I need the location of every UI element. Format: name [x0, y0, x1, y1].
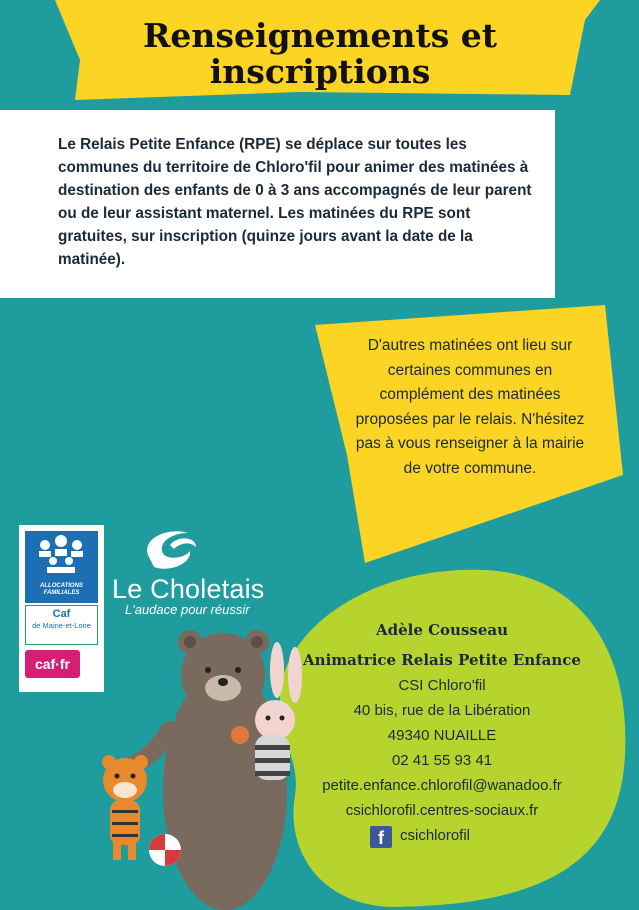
contact-website[interactable]: csichlorofil.centres-sociaux.fr: [345, 802, 539, 819]
caf-logo: [19, 525, 104, 692]
intro-text: Le Relais Petite Enfance (RPE) se déplace sur toutes les communes du territoire de Chloro'fil pour animer des matinées à destination des enfants de 0 à 3 ans accompagnés de leur parent ou de leur assistant maternel. Les matinées du RPE sont gratuites, sur inscription (quinze jours avant la date de la matinée).: [58, 136, 532, 268]
contact-facebook[interactable]: csichlorofil: [400, 827, 471, 844]
caf-name-box: [25, 605, 98, 645]
contact-org: CSI Chloro'fil: [398, 677, 486, 694]
contact-city: 49340 NUAILLE: [387, 727, 497, 744]
bear-tiger-illustration: [95, 630, 325, 910]
caf-department: de Maine-et-Loire: [32, 621, 91, 630]
contact-role: Animatrice Relais Petite Enfance: [303, 651, 581, 669]
caf-name: Caf: [52, 608, 71, 620]
ball-icon: [149, 834, 181, 866]
contact-email[interactable]: petite.enfance.chlorofil@wanadoo.fr: [322, 777, 562, 794]
choletais-tagline: L'audace pour réussir: [125, 602, 250, 617]
choletais-swirl-icon: [140, 525, 200, 571]
tiger-icon: [102, 755, 148, 860]
contact-name: Adèle Cousseau: [375, 621, 509, 639]
page-title: Renseignements et inscriptions: [142, 16, 498, 91]
facebook-icon[interactable]: f: [370, 826, 392, 848]
caf-fr-logo: caf·fr: [25, 650, 80, 678]
choletais-name: Le Choletais: [112, 574, 265, 604]
contact-phone: 02 41 55 93 41: [391, 752, 493, 769]
caf-allocations-label: ALLOCATIONS FAMILIALES: [40, 583, 83, 596]
contact-street: 40 bis, rue de la Libération: [353, 702, 531, 719]
note-text: D'autres matinées ont lieu sur certaines communes en complément des matinées proposées par le relais. N'hésitez pas à vous renseigner à la mairie de votre commune.: [355, 337, 585, 477]
